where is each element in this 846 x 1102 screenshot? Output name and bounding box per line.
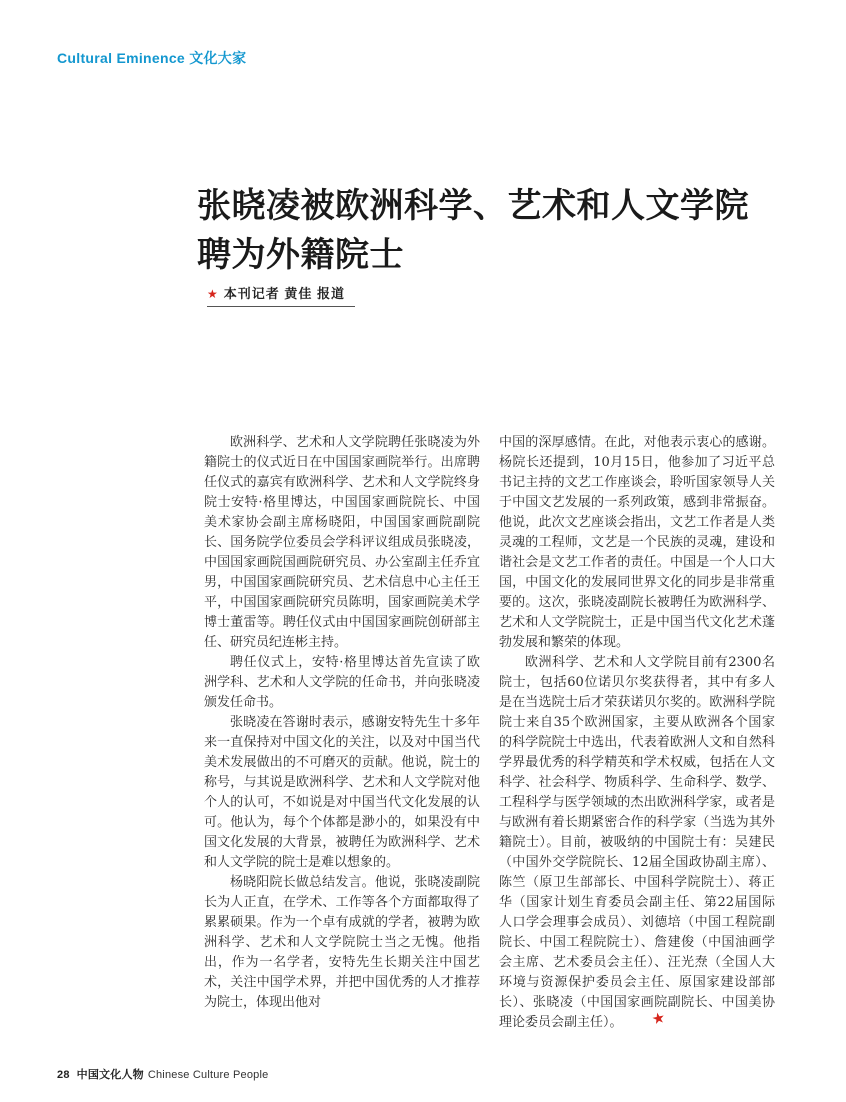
body-paragraph-text: 欧洲科学、艺术和人文学院目前有2300名院士，包括60位诺贝尔奖获得者，其中有多人是在当选院士后才荣获诺贝尔奖的。欧洲科学院院士来自35个欧洲国家，主要从欧洲各个国家的科学院院士中选出，代表着欧洲人文和自然科学界最优秀的科学精英和学术权威，包括在人文科学、社会科学、物质科学、生命科学、数学、工程科学与医学领域的杰出欧洲科学家，或者是与欧洲有着长期紧密合作的科学家（当选为其外籍院士）。目前，被吸纳的中国院士有：吴建民（中国外交学院院长、12届全国政协副主席）、陈竺（原卫生部部长、中国科学院院士）、蒋正华（国家计划生育委员会副主任、第22届国际人口学会理事会成员）、刘德培（中国工程院副院长、中国工程院院士）、詹建俊（中国油画学会主席、艺术委员会主任）、汪光焘（全国人大环境与资源保护委员会主任、原国家建设部部长）、张晓凌（中国国家画院副院长、中国美协理论委员会副主任）。 — [499, 655, 775, 1030]
article-title-line-1: 张晓凌被欧洲科学、艺术和人文学院 — [197, 186, 749, 226]
article-column-left — [204, 433, 480, 1013]
body-paragraph: 欧洲科学、艺术和人文学院聘任张晓凌为外籍院士的仪式近日在中国国家画院举行。出席聘任仪式的嘉宾有欧洲科学、艺术和人文学院终身院士安特·格里博达，中国国家画院院长、中国美术家协会副主席杨晓阳，中国国家画院副院长、国务院学位委员会学科评议组成员张晓凌，中国国家画院国画院研究员、办公室副主任乔宜男，中国国家画院研究员、艺术信息中心主任王平，中国国家画院研究员陈明，国家画院美术学博士董雷等。聘任仪式由中国国家画院创研部主任、研究员纪连彬主持。 — [204, 435, 480, 650]
journal-title-en: Chinese Culture People — [147, 1069, 269, 1081]
article-title-line-2: 聘为外籍院士 — [197, 235, 404, 275]
byline-text: 本刊记者 黄佳 报道 — [223, 286, 345, 301]
body-paragraph: 杨晓阳院长做总结发言。他说，张晓凌副院长为人正直，在学术、工作等各个方面都取得了累累硕果。作为一个卓有成就的学者，被聘为欧洲科学、艺术和人文学院院士当之无愧。他指出，作为一名学者，安特先生长期关注中国艺术，关注中国学术界，并把中国优秀的人才推荐为院士，体现出他对 — [204, 875, 480, 1010]
section-label: Cultural Eminence 文化大家 — [57, 50, 247, 66]
body-paragraph: 聘任仪式上，安特·格里博达首先宣读了欧洲学科、艺术和人文学院的任命书，并向张晓凌颁发任命书。 — [204, 655, 480, 710]
page-footer — [57, 1066, 268, 1082]
body-paragraph: 中国的深厚感情。在此，对他表示衷心的感谢。杨院长还提到，10月15日，他参加了习近平总书记主持的文艺工作座谈会，聆听国家领导人关于中国文艺发展的一系列政策，感到非常振奋。他说，此次文艺座谈会指出，文艺工作者是人类灵魂的工程师，文艺是一个民族的灵魂，建设和谐社会是文艺工作者的责任。中国是一个人口大国，中国文化的发展同世界文化的同步是非常重要的。这次，张晓凌副院长被聘任为欧洲科学、艺术和人文学院院士，正是中国当代文化艺术蓬勃发展和繁荣的体现。 — [499, 435, 775, 650]
journal-title-cn: 中国文化人物 — [76, 1069, 144, 1081]
body-paragraph: 张晓凌在答谢时表示，感谢安特先生十多年来一直保持对中国文化的关注，以及对中国当代美术发展做出的不可磨灭的贡献。他说，院士的称号，与其说是欧洲科学、艺术和人文学院对他个人的认可，不如说是对中国当代文化发展的认可。他认为，每个个体都是渺小的，如果没有中国文化发展的大背景，被聘任为欧洲科学、艺术和人文学院的院士是难以想象的。 — [204, 715, 480, 870]
article-column-right — [499, 433, 775, 1033]
page-number: 28 — [57, 1069, 70, 1081]
body-paragraph — [499, 653, 775, 1033]
article-title — [197, 182, 797, 280]
byline-star-icon: ★ — [207, 287, 219, 301]
end-star-icon: ★ — [649, 1008, 667, 1029]
byline — [207, 283, 355, 307]
